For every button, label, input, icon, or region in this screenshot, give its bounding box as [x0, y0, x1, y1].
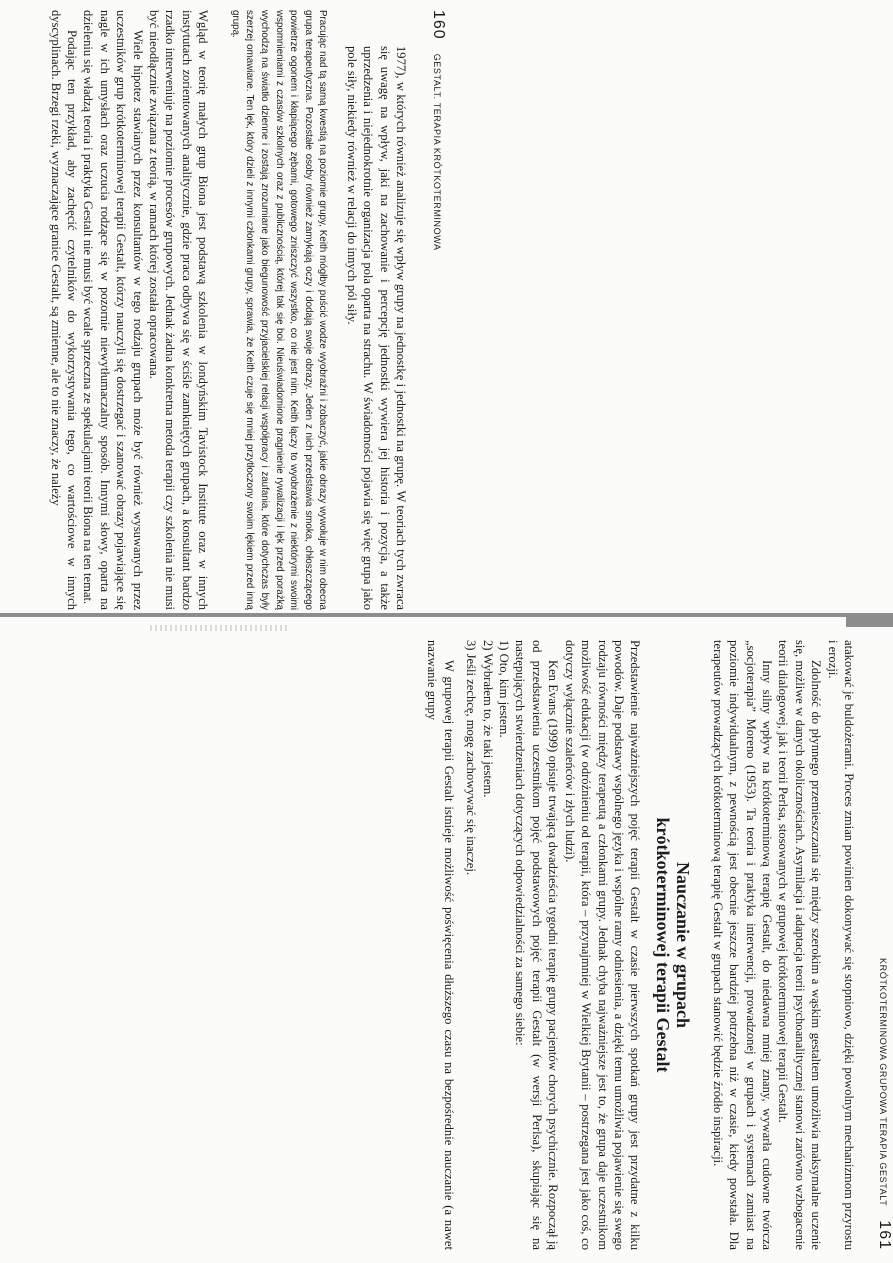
list-item: 3) Jeśli zechcę, mogę zachowywać się inaczej.	[464, 640, 479, 875]
paragraph: Wgląd w teorię małych grup Biona jest podstawą szkolenia w londyńskim Tavistock Institute oraz w innych instytutach zorientowanych analitycznie, gdzie praca odbywa się w ściśle zamkniętych grupach, a konsultant bardzo rzadko interweniuje na poziomie procesów grupowych. Jednak żadna konkretna metoda terapii czy szkolenia nie musi być nieodłącznie związana z teorią, w ramach której została opracowana.	[147, 10, 211, 610]
list-item: 2) Wybrałem to, że taki jestem.	[480, 640, 495, 798]
page-header	[429, 10, 447, 610]
heading-line: Nauczanie w grupach	[673, 862, 694, 1028]
paragraph: Zdolność do płynnego przemieszczania się między szerokim a wąskim gestaltem umożliwia maksymalne uczenie się, możliwe w danych okolicznościach. Asymilacja i adaptacja teorii psychoanalitycznej stanowi zarówno wzbogacenie teorii dialogowej, jak i teorii Perlsa, stosowanych w grupowej krótkoterminowej terapii Gestalt.	[776, 640, 824, 1250]
section-heading	[653, 640, 693, 1250]
case-example: Pracując nad tą samą kwestią na poziomie grupy, Keith mógłby puścić wodze wyobraźni i zobaczyć, jakie obrazy wywołuje w nim obecna grupa terapeutyczna. Pozostałe osoby również zamykają oczy i dodają swoje obrazy. Jeden z nich przedstawia smoka, chłoszczącego powietrze ogonem i kłapiącego zębami, gotowego zniszczyć wszystko, co nie jest nim. Keith łączy to wyobrażenie z niektórymi swoimi wspomnieniami z czasów szkolnych oraz z publicznością, której tak się boi. Nieuświadomione pragnienie rywalizacji i lęk przed porażką wychodzą na światło dzienne i zostają zrozumiane jako biegunowość przyjacielskiej relacji współpracy i zaufania, które dotychczas były szerzej omawiane. Ten lęk, który dzieli z innymi członkami grupy, sprawia, że Keith czuje się mniej przytłoczony swoim lękiem przed inną grupą.	[229, 10, 329, 610]
paragraph: Wiele hipotez stawianych przez konsultantów w tego rodzaju grupach może być również wysuwanych przez uczestników grup krótkoterminowej terapii Gestalt, którzy nauczyli się dostrzegać i szanować obrazy pojawiające się nagle w ich umysłach oraz uczucia rodzące się w pozornie niewytłumaczalny sposób. Innymi słowy, oparta na dzieleniu się władzą teoria i praktyka Gestalt nie musi być wcale sprzeczna ze spekulacjami teorii Biona na ten temat.	[81, 10, 145, 610]
paragraph: Podając ten przykład, aby zachęcić czytelników do wykorzystywania tego, co wartościowe w innych dyscyplinach. Brzegi rzeki, wyznaczające granice Gestalt, są zmienne, ale to nie znaczy, że należy	[48, 10, 79, 610]
paragraph: 1977), w których również analizuje się wpływ grupy na jednostkę i jednostki na grupę. W teoriach tych zwraca się uwagę na wpływ, jaki na zachowanie i percepcję jednostki wywiera jej historia i pozycja, a także uprzedzenia i niejednokrotnie organizacja pola oparta na strachu. W świadomości pojawia się więc grupa jako pole siły, niekiedy również w relacji do innych pól siły.	[344, 46, 408, 610]
paragraph: Inny silny wpływ na krótkoterminową terapię Gestalt, do niedawna mniej znany, wywarła cudowne twórcza „socjoterapia” Moreno (1953). Ta teoria i praktyka interwencji, prowadzonej w grupach i systemach zamiast na poziomie indywidualnym, z pewnością jest obecnie jeszcze bardziej potrzebna niż w czasie, kiedy powstała. Dla terapeutów prowadzących krótkoterminową terapię Gestalt w grupach stanowić będzie źródło inspiracji.	[710, 640, 774, 1250]
running-header: KRÓTKOTERMINOWA GRUPOWA TERAPIA GESTALT	[878, 958, 888, 1207]
page-number: 161	[876, 1220, 893, 1250]
page-160	[17, 10, 447, 610]
gutter-edge	[846, 617, 893, 627]
numbered-list	[463, 640, 512, 1250]
gutter-shadow	[0, 613, 893, 617]
paragraph: Ken Evans (1999) opisuje trwającą dwadzieścia tygodni terapię grupy pacjentów chorych psychicznie. Rozpoczął ją od przedstawienia uczestnikom pojęć podstawowych pojęć terapii Gestalt (w wersji Perlsa), skupiając się na następujących stwierdzeniach dotyczących odpowiedzialności za samego siebie:	[513, 640, 561, 1250]
running-header: GESTALT. TERAPIA KRÓTKOTERMINOWA	[432, 53, 442, 251]
page-161	[425, 640, 893, 1250]
list-item: 1) Oto, kim jestem.	[497, 640, 512, 738]
heading-line: krótkoterminowej terapii Gestalt	[653, 817, 674, 1073]
scan-noise	[150, 625, 290, 631]
paragraph: W grupowej terapii Gestalt istnieje możliwość poświęcenia dłuższego czasu na bezpośrednie nauczanie (a nawet nazwanie grupy	[425, 640, 456, 1250]
page-number: 160	[430, 10, 447, 40]
paragraph: atakować je buldożerami. Proces zmian powinien dokonywać się stopniowo, dzięki powolnym mechanizmom przyrostu i erozji.	[825, 640, 856, 1250]
page-header	[875, 640, 893, 1250]
book-gutter	[0, 603, 893, 641]
paragraph: Przedstawienie najważniejszych pojęć terapii Gestalt w czasie pierwszych spotkań grupy jest przydatne z kilku powodów. Daje podstawy wspólnego języka i wspólne ramy odniesienia, a dzięki temu umożliwia pojawienie się swego rodzaju równości między terapeutą a członkami grupy. Jednak chyba najważniejsze jest to, że grupa daje uczestnikom możliwość edukacji (w odróżnieniu od terapii, która – przynajmniej w Wielkiej Brytanii – postrzegana jest jako coś, co dotyczy wyłącznie szaleńców i złych ludzi).	[562, 640, 643, 1250]
